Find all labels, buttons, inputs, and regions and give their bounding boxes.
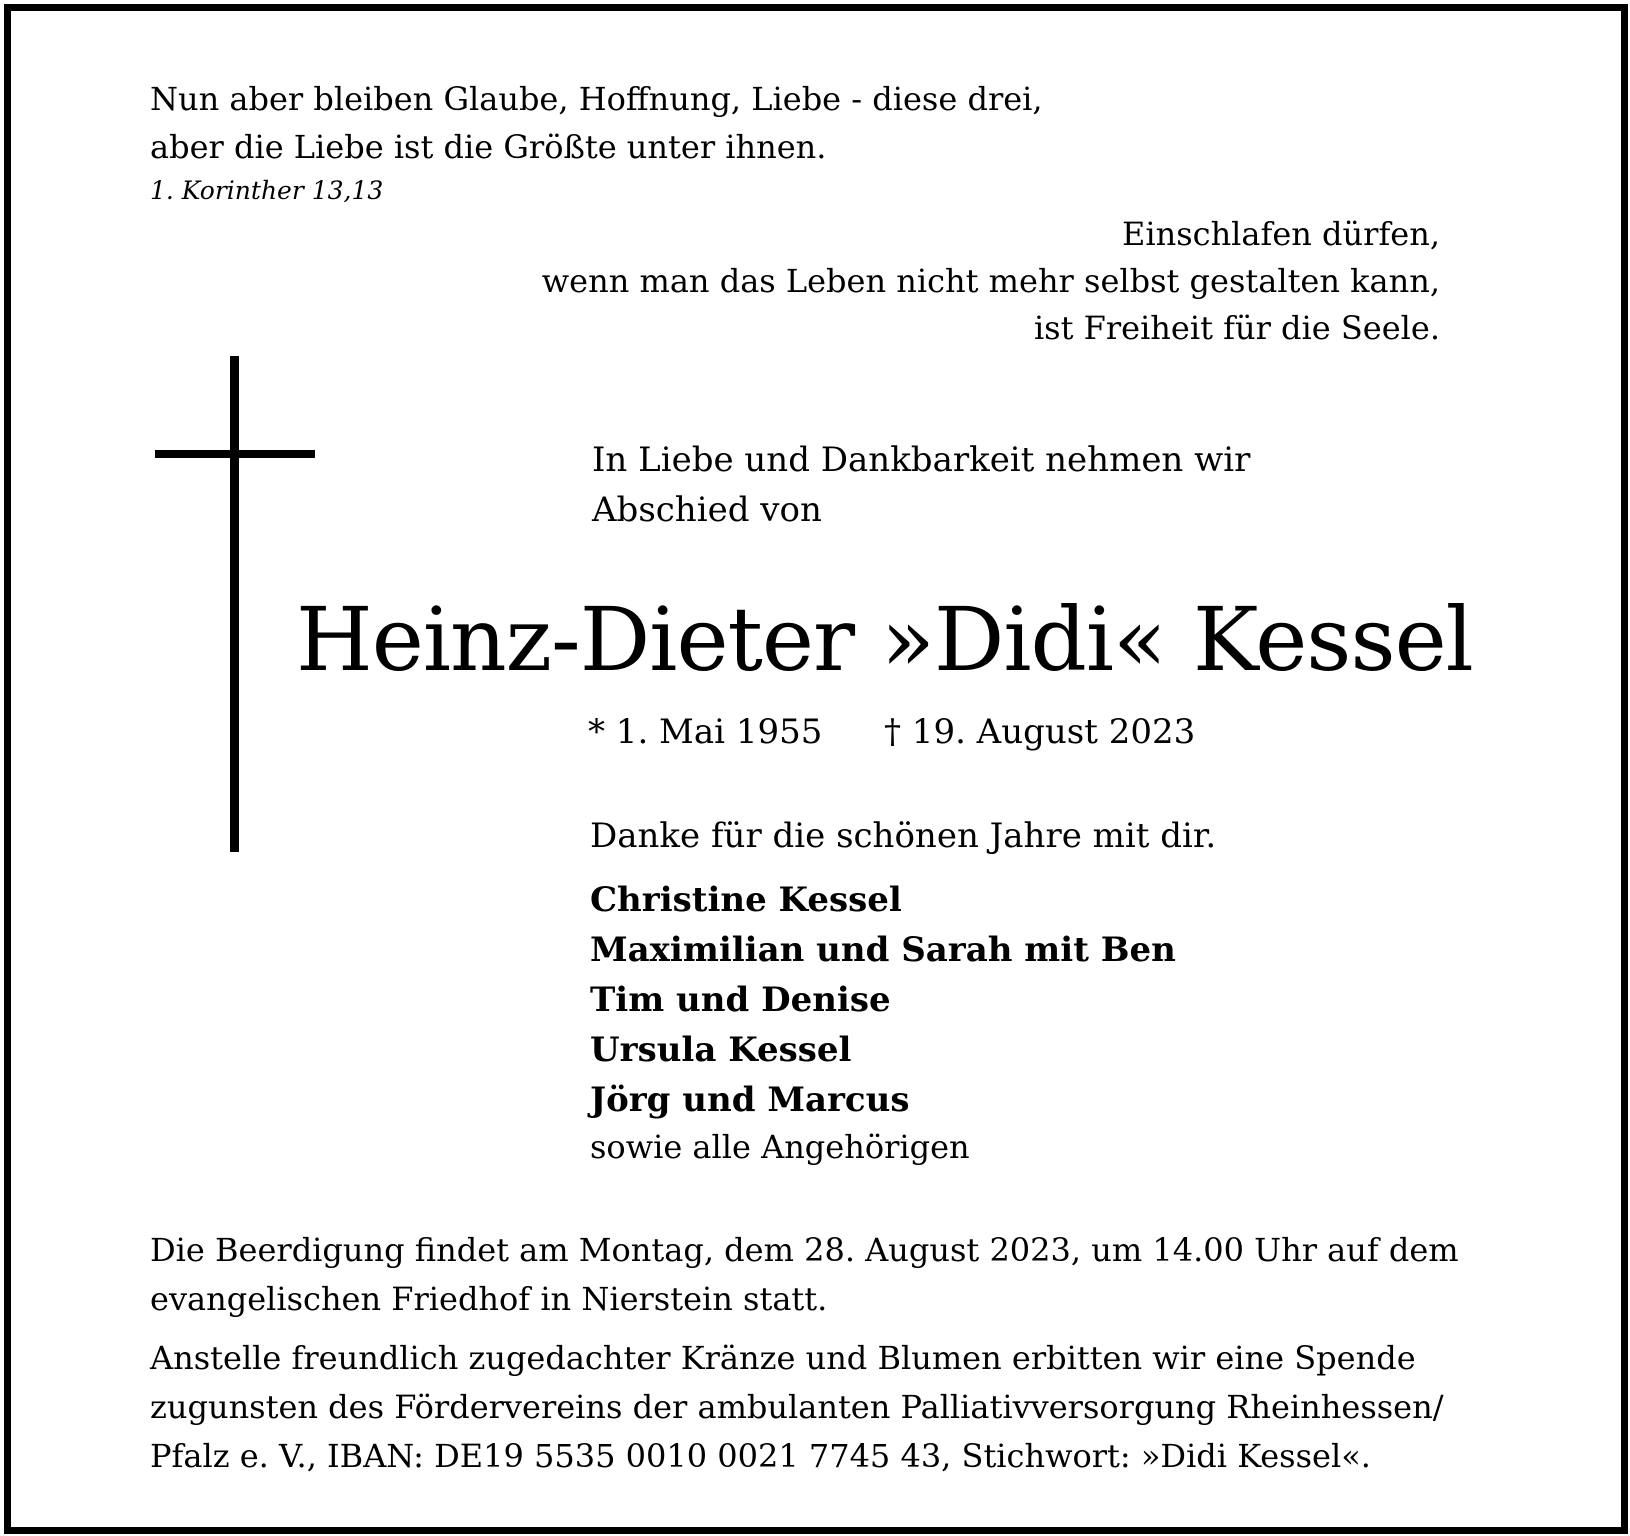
donation-paragraph <box>150 1334 1495 1481</box>
donation-line-3: Pfalz e. V., IBAN: DE19 5535 0010 0021 7745 43, Stichwort: »Didi Kessel«. <box>150 1437 1371 1475</box>
quote-line-3: ist Freiheit für die Seele. <box>1033 309 1440 347</box>
burial-line-2: evangelischen Friedhof in Nierstein statt. <box>150 1280 828 1318</box>
mourner-name: Tim und Denise <box>590 980 891 1020</box>
cross-horizontal-bar <box>155 450 315 458</box>
thanks-text: Danke für die schönen Jahre mit dir. <box>590 816 1217 856</box>
cross-vertical-bar <box>230 356 239 852</box>
deceased-name: Heinz-Dieter »Didi« Kessel <box>296 588 1473 691</box>
intro-line-1: In Liebe und Dankbarkeit nehmen wir <box>592 440 1251 480</box>
burial-line-1: Die Beerdigung findet am Montag, dem 28. August 2023, um 14.00 Uhr auf dem <box>150 1231 1459 1269</box>
donation-line-1: Anstelle freundlich zugedachter Kränze und Blumen erbitten wir eine Spende <box>150 1339 1416 1377</box>
intro-line-2: Abschied von <box>592 490 822 530</box>
quote-line-1: Einschlafen dürfen, <box>1122 215 1440 253</box>
mourner-name: Jörg und Marcus <box>590 1080 910 1120</box>
death-date: † 19. August 2023 <box>884 712 1196 752</box>
burial-paragraph <box>150 1226 1495 1324</box>
quote-line-2: wenn man das Leben nicht mehr selbst gestalten kann, <box>541 262 1440 300</box>
mourner-name: Ursula Kessel <box>590 1030 852 1070</box>
verse-line-1: Nun aber bleiben Glaube, Hoffnung, Liebe - diese drei, <box>150 80 1043 118</box>
mourner-name: Christine Kessel <box>590 880 902 920</box>
verse-line-2: aber die Liebe ist die Größte unter ihnen. <box>150 128 827 166</box>
verse-reference: 1. Korinther 13,13 <box>150 176 384 205</box>
relatives-text: sowie alle Angehörigen <box>590 1128 970 1166</box>
donation-line-2: zugunsten des Fördervereins der ambulanten Palliativversorgung Rheinhessen/ <box>150 1388 1444 1426</box>
birth-date: * 1. Mai 1955 <box>588 712 823 752</box>
mourner-name: Maximilian und Sarah mit Ben <box>590 930 1176 970</box>
